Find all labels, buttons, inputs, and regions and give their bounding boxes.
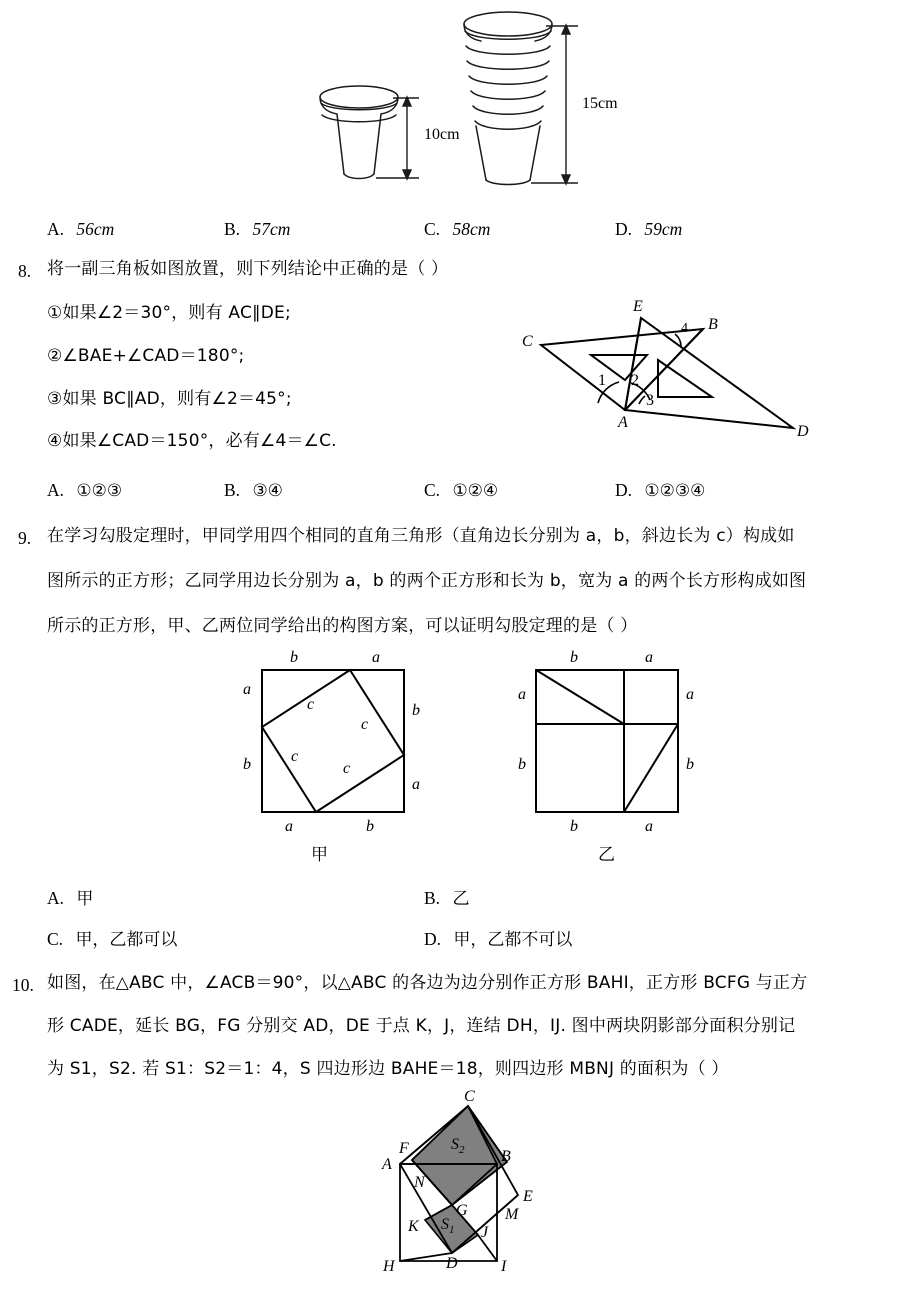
q8-label-E: E <box>633 298 643 315</box>
q10-line-3: 为 S1，S2. 若 S1：S2＝1：4，S 四边形边 BAHE＝18，则四边形 MBNJ 的面积为（ ） <box>47 1059 729 1079</box>
q10-label-E: E <box>523 1188 533 1205</box>
q10-label-H: H <box>383 1258 395 1275</box>
q7-option-d-key: D. <box>615 219 633 239</box>
q10-label-K: K <box>408 1218 419 1235</box>
q9-jia-label-c-left: c <box>291 748 299 765</box>
q8-option-d-key: D. <box>615 480 633 500</box>
q9-yi-label-top-a: a <box>645 649 653 666</box>
q10-label-B: B <box>501 1148 511 1165</box>
q9-jia-label-bottom-b: b <box>366 818 374 835</box>
q8-option-d-text: ①②③④ <box>644 481 706 501</box>
q10-number: 10. <box>12 975 34 995</box>
cup-stack-height-label: 15cm <box>582 95 618 112</box>
q8-option-a-text: ①②③ <box>76 481 123 501</box>
q8-stem: 将一副三角板如图放置，则下列结论中正确的是（ ） <box>47 259 449 279</box>
q9-option-c-key: C. <box>47 929 64 949</box>
q9-yi-label-bottom-a: a <box>645 818 653 835</box>
q9-figure-yi-caption: 乙 <box>598 845 615 865</box>
q8-option-c[interactable] <box>424 480 498 501</box>
q7-option-c-text: 58cm <box>452 219 491 239</box>
q7-option-b[interactable] <box>224 219 290 240</box>
q8-angle-2-label: 2 <box>631 372 639 389</box>
q10-shaded-s2-label <box>451 1136 465 1156</box>
q10-line-2: 形 CADE，延长 BG，FG 分别交 AD，DE 于点 K，J，连结 DH，IJ. 图中两块阴影部分面积分别记 <box>47 1016 796 1036</box>
q8-statement-3: ③如果 BC∥AD，则有∠2＝45°; <box>47 389 292 409</box>
q10-label-M: M <box>505 1206 519 1223</box>
q8-angle-4-label: 4 <box>681 321 688 336</box>
q9-option-a[interactable] <box>47 884 93 909</box>
cup-single-height-label: 10cm <box>424 126 460 143</box>
q9-option-b-key: B. <box>424 888 441 908</box>
q10-line-1: 如图，在△ABC 中，∠ACB＝90°，以△ABC 的各边为边分别作正方形 BAHI，正方形 BCFG 与正方 <box>47 973 808 993</box>
q8-option-c-key: C. <box>424 480 441 500</box>
q10-s1-letter: S <box>441 1216 449 1233</box>
q9-yi-label-right-b: b <box>686 756 694 773</box>
q8-label-C: C <box>522 333 533 350</box>
q7-option-c[interactable] <box>424 219 490 240</box>
q7-option-d-text: 59cm <box>644 219 683 239</box>
q9-yi-label-left-a: a <box>518 686 526 703</box>
q8-option-c-text: ①②④ <box>452 481 499 501</box>
cups-figure <box>290 2 620 197</box>
q8-option-a-key: A. <box>47 480 65 500</box>
q9-jia-label-left-b: b <box>243 756 251 773</box>
q8-statement-1: ①如果∠2＝30°，则有 AC∥DE; <box>47 303 291 323</box>
q8-angle-1-label: 1 <box>598 372 606 389</box>
q10-shaded-s1-label <box>441 1216 455 1236</box>
q9-line-3: 所示的正方形，甲、乙两位同学给出的构图方案，可以证明勾股定理的是（ ） <box>47 616 638 636</box>
q7-option-a[interactable] <box>47 219 114 240</box>
q9-yi-label-right-a: a <box>686 686 694 703</box>
q10-s2-index: 2 <box>459 1144 465 1157</box>
q8-angle-3-label: 3 <box>646 392 654 409</box>
q10-label-J: J <box>481 1224 489 1241</box>
q9-line-1: 在学习勾股定理时，甲同学用四个相同的直角三角形（直角边长分别为 a，b，斜边长为 c）构成如 <box>47 526 795 546</box>
q9-figure-jia-caption: 甲 <box>311 845 328 865</box>
q8-label-B: B <box>708 316 718 333</box>
q9-jia-label-left-a: a <box>243 681 251 698</box>
q9-option-b[interactable] <box>424 884 469 909</box>
q9-option-d-key: D. <box>424 929 442 949</box>
q9-option-a-text: 甲 <box>76 889 94 909</box>
q9-option-a-key: A. <box>47 888 65 908</box>
q8-label-A: A <box>618 414 628 431</box>
q10-label-I: I <box>501 1258 507 1275</box>
q10-label-A: A <box>382 1156 392 1173</box>
q10-label-F: F <box>399 1140 409 1157</box>
q10-label-N: N <box>414 1174 425 1191</box>
q9-option-d-text: 甲，乙都不可以 <box>453 930 573 950</box>
q9-jia-label-c-bottom: c <box>343 760 351 777</box>
q8-statement-4: ④如果∠CAD＝150°，必有∠4＝∠C. <box>47 431 337 451</box>
q9-option-d[interactable] <box>424 925 572 950</box>
q8-option-b[interactable] <box>224 480 283 501</box>
q9-jia-label-c-right: c <box>361 716 369 733</box>
q8-label-D: D <box>797 423 809 440</box>
q10-s1-index: 1 <box>449 1224 455 1237</box>
q9-jia-label-top-a: a <box>372 649 380 666</box>
q7-option-b-text: 57cm <box>252 219 291 239</box>
q9-jia-label-bottom-a: a <box>285 818 293 835</box>
q7-option-b-key: B. <box>224 219 241 239</box>
q10-label-G: G <box>456 1202 468 1219</box>
q9-option-c-text: 甲，乙都可以 <box>75 930 178 950</box>
q8-option-b-key: B. <box>224 480 241 500</box>
q8-triangle-boards-figure <box>515 300 825 450</box>
q9-jia-label-right-b: b <box>412 702 420 719</box>
q9-jia-label-top-b: b <box>290 649 298 666</box>
q7-option-c-key: C. <box>424 219 441 239</box>
q9-figure-jia <box>228 648 443 863</box>
q8-option-d[interactable] <box>615 480 705 501</box>
q9-yi-label-left-b: b <box>518 756 526 773</box>
q10-s2-letter: S <box>451 1136 459 1153</box>
q9-jia-label-c-top: c <box>307 696 315 713</box>
q7-option-a-text: 56cm <box>76 219 115 239</box>
q10-squares-figure <box>368 1088 558 1303</box>
q8-option-b-text: ③④ <box>252 481 283 501</box>
q7-option-a-key: A. <box>47 219 65 239</box>
q9-jia-label-right-a: a <box>412 776 420 793</box>
q7-option-d[interactable] <box>615 219 682 240</box>
q8-number: 8. <box>18 261 32 281</box>
q9-yi-label-bottom-b: b <box>570 818 578 835</box>
q8-statement-2: ②∠BAE+∠CAD＝180°; <box>47 346 245 366</box>
q9-line-2: 图所示的正方形；乙同学用边长分别为 a，b 的两个正方形和长为 b，宽为 a 的两个长方形构成如图 <box>47 571 807 591</box>
q10-label-C: C <box>464 1088 475 1105</box>
q9-option-b-text: 乙 <box>452 889 470 909</box>
q9-number: 9. <box>18 528 32 548</box>
q8-option-a[interactable] <box>47 480 122 501</box>
q9-yi-label-top-b: b <box>570 649 578 666</box>
q10-label-D: D <box>446 1255 458 1272</box>
q9-option-c[interactable] <box>47 925 177 950</box>
q9-figure-yi <box>512 648 727 863</box>
